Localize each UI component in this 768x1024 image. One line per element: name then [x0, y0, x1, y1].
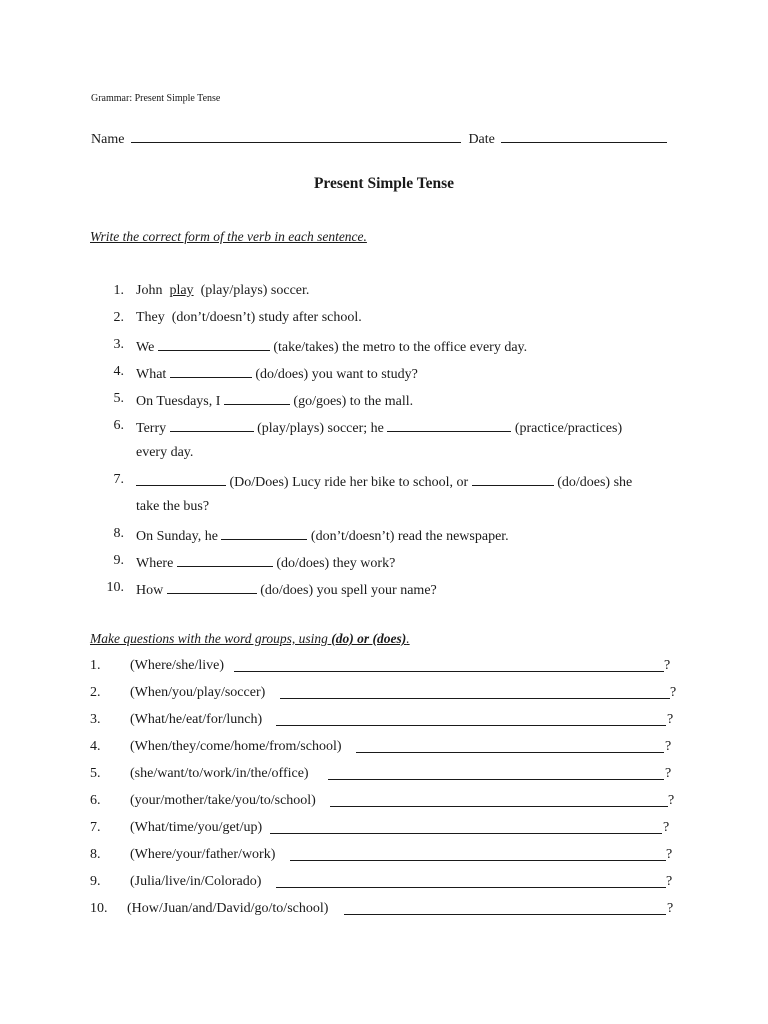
answer-line[interactable] [344, 901, 666, 915]
item-text: We (take/takes) the metro to the office every day. [136, 337, 527, 356]
word-group: (When/they/come/home/from/school) [130, 739, 342, 754]
item-number: 2. [113, 310, 124, 325]
item-number: 7. [113, 472, 124, 487]
name-label: Name [91, 132, 125, 147]
question-mark: ? [665, 766, 672, 781]
item-text: What (do/does) you want to study? [136, 364, 418, 383]
subject-header: Grammar: Present Simple Tense [91, 93, 221, 104]
item-text: Terry (play/plays) soccer; he (practice/practices) [136, 418, 622, 437]
item-number: 6. [113, 418, 124, 433]
question-mark: ? [670, 685, 677, 700]
item-text: They (don’t/doesn’t) study after school. [136, 310, 362, 325]
answer-line[interactable] [280, 685, 670, 699]
name-date-row [91, 129, 667, 148]
answer-line[interactable] [270, 820, 662, 834]
item-number: 7. [90, 820, 101, 835]
item-text: every day. [136, 445, 194, 460]
answer-line[interactable] [276, 874, 666, 888]
name-field[interactable] [131, 129, 461, 143]
question-mark: ? [667, 712, 674, 727]
question-mark: ? [665, 739, 672, 754]
answer-blank[interactable] [387, 418, 511, 432]
item-number: 8. [113, 526, 124, 541]
answer-blank[interactable] [177, 553, 273, 567]
answer-line[interactable] [328, 766, 664, 780]
item-number: 4. [113, 364, 124, 379]
item-number: 8. [90, 847, 101, 862]
page-title: Present Simple Tense [313, 175, 455, 192]
item-number: 1. [90, 658, 101, 673]
answer-blank[interactable] [170, 418, 254, 432]
date-field[interactable] [501, 129, 667, 143]
answer-blank[interactable] [170, 364, 252, 378]
item-text: Where (do/does) they work? [136, 553, 395, 572]
item-text: (Do/Does) Lucy ride her bike to school, or (do/does) she [136, 472, 632, 491]
question-mark: ? [668, 793, 675, 808]
item-number: 3. [113, 337, 124, 352]
item-text: John play (play/plays) soccer. [136, 283, 310, 298]
word-group: (How/Juan/and/David/go/to/school) [127, 901, 329, 916]
word-group: (she/want/to/work/in/the/office) [130, 766, 309, 781]
word-group: (Where/your/father/work) [130, 847, 276, 862]
item-number: 5. [113, 391, 124, 406]
date-label: Date [468, 132, 495, 147]
word-group: (When/you/play/soccer) [130, 685, 266, 700]
instructions-emphasis: (do) or (does) [331, 631, 407, 646]
item-number: 5. [90, 766, 101, 781]
answer-blank[interactable] [136, 472, 226, 486]
word-group: (What/time/you/get/up) [130, 820, 263, 835]
word-group: (Where/she/live) [130, 658, 225, 673]
item-number: 9. [113, 553, 124, 568]
item-number: 3. [90, 712, 101, 727]
answer-blank[interactable] [167, 580, 257, 594]
answer-blank[interactable] [158, 337, 270, 351]
question-mark: ? [663, 820, 670, 835]
answer-line[interactable] [356, 739, 664, 753]
item-number: 2. [90, 685, 101, 700]
item-number: 1. [113, 283, 124, 298]
example-answer: play [169, 283, 194, 298]
answer-line[interactable] [276, 712, 666, 726]
item-number: 10. [106, 580, 124, 595]
item-number: 4. [90, 739, 101, 754]
item-text: On Sunday, he (don’t/doesn’t) read the newspaper. [136, 526, 509, 545]
section2-instructions: Make questions with the word groups, using (do) or (does). [90, 631, 410, 646]
item-text: On Tuesdays, I (go/goes) to the mall. [136, 391, 413, 410]
question-mark: ? [666, 874, 673, 889]
question-mark: ? [664, 658, 671, 673]
word-group: (Julia/live/in/Colorado) [130, 874, 262, 889]
answer-line[interactable] [330, 793, 668, 807]
answer-blank[interactable] [472, 472, 554, 486]
word-group: (your/mother/take/you/to/school) [130, 793, 316, 808]
answer-blank[interactable] [224, 391, 290, 405]
item-text: take the bus? [136, 499, 210, 514]
item-number: 9. [90, 874, 101, 889]
section1-instructions: Write the correct form of the verb in each sentence. [90, 229, 367, 244]
item-text: How (do/does) you spell your name? [136, 580, 437, 599]
answer-line[interactable] [290, 847, 666, 861]
word-group: (What/he/eat/for/lunch) [130, 712, 263, 727]
item-number: 10. [90, 901, 108, 916]
question-mark: ? [666, 847, 673, 862]
answer-blank[interactable] [221, 526, 307, 540]
question-mark: ? [667, 901, 674, 916]
answer-line[interactable] [234, 658, 664, 672]
item-number: 6. [90, 793, 101, 808]
